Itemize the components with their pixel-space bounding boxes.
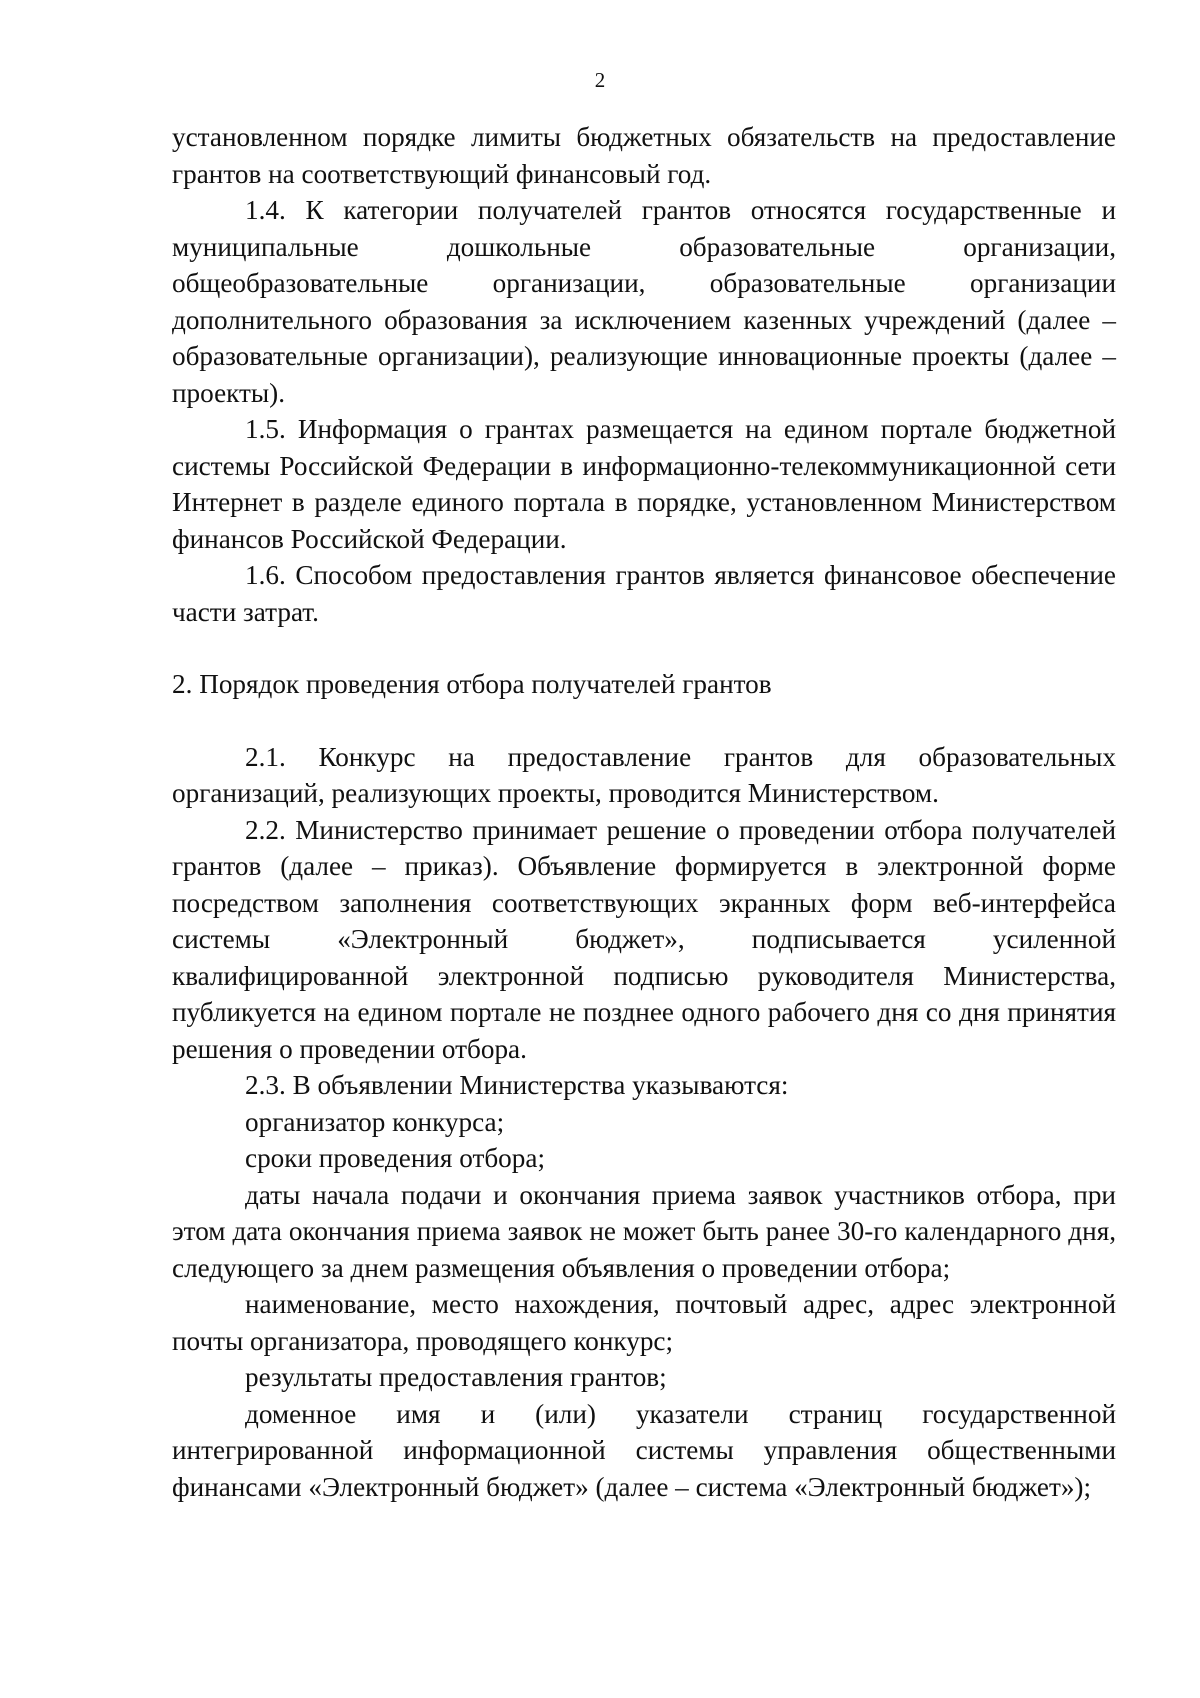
list-item-contacts: наименование, место нахождения, почтовый адрес, адрес электронной почты организатора, проводящего конкурс; [172,1289,1116,1356]
list-item-terms: сроки проведения отбора; [245,1143,545,1173]
paragraph-1-5: 1.5. Информация о грантах размещается на едином портале бюджетной системы Российской Федерации в информационно-телекоммуникационной сети Интернет в разделе единого портала в порядке, установленном Министерством финансов Российской Федерации. [172,414,1116,554]
paragraph-1-4: 1.4. К категории получателей грантов относятся государственные и муниципальные дошкольные образовательные организации, общеобразовательные организации, образовательные организации дополнительного образования за исключением казенных учреждений (далее – образовательные организации), реализующие инновационные проекты (далее – проекты). [172,195,1116,408]
page-number: 2 [594,68,606,92]
list-item-organizer: организатор конкурса; [245,1106,505,1137]
paragraph-continuation: установленном порядке лимиты бюджетных обязательств на предоставление грантов на соответствующий финансовый год. [172,122,1116,189]
paragraph-2-1: 2.1. Конкурс на предоставление грантов для образовательных организаций, реализующих проекты, проводится Министерством. [172,741,1116,808]
document-body [172,119,1116,1505]
list-item-domain: доменное имя и (или) указатели страниц государственной интегрированной информационной системы управления общественными финансами «Электронный бюджет» (далее – система «Электронный бюджет»); [172,1398,1116,1502]
paragraph-2-2: 2.2. Министерство принимает решение о проведении отбора получателей грантов (далее – приказ). Объявление формируется в электронной форме посредством заполнения соответствующих экранных форм веб-интерфейса системы «Электронный бюджет», подписывается усиленной квалифицированной электронной подписью руководителя Министерства, публикуется на едином портале не позднее одного рабочего дня со дня принятия решения о проведении отбора. [172,814,1116,1064]
list-item-results: результаты предоставления грантов; [245,1362,667,1392]
paragraph-2-3: 2.3. В объявлении Министерства указываются: [245,1070,789,1100]
list-item-dates: даты начала подачи и окончания приема заявок участников отбора, при этом дата окончания приема заявок не может быть ранее 30-го календарного дня, следующего за днем размещения объявления о проведении отбора; [172,1179,1116,1283]
section-heading: 2. Порядок проведения отбора получателей грантов [172,669,772,699]
paragraph-1-6: 1.6. Способом предоставления грантов является финансовое обеспечение части затрат. [172,560,1116,627]
